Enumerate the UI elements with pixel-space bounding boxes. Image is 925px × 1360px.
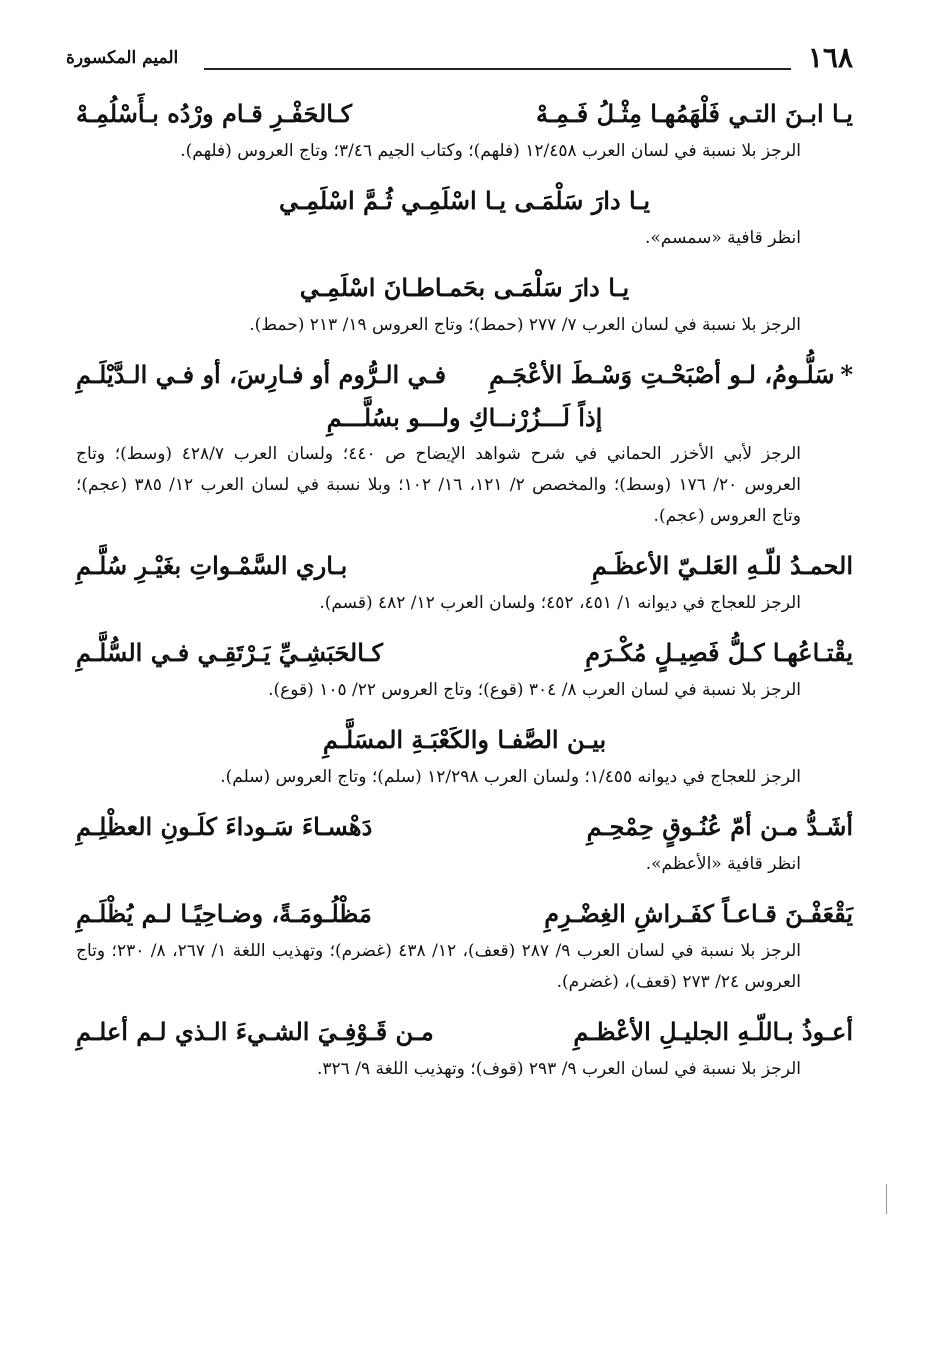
- second-hemistich: دَهْسـاءَ سَـوداءَ كلَـونِ العظْلِـمِ: [76, 812, 373, 841]
- poem-entry: [76, 266, 853, 341]
- poem-entry: [76, 179, 853, 254]
- source-note: الرجز لأبي الأخزر الحماني في شرح شواهد الإيضاح ص ٤٤٠؛ ولسان العرب ٤٢٨/٧ (وسط)؛ وتاج العروس ٢٠/ ١٧٦ (وسط)؛ والمخصص ٢/ ١٢١، ١٦/ ١٠٢؛ وبلا نسبة في لسان العرب ١٢/ ٣٨٥ (عجم)؛ وتاج العروس (عجم).: [76, 444, 801, 526]
- verse-line: [76, 631, 853, 675]
- single-hemistich: يـا دارَ سَلْمَـى يـا اسْلَمِـي ثُـمَّ اسْلَمِـي: [278, 186, 651, 215]
- source-note: الرجز بلا نسبة في لسان العرب ٩/ ٢٨٧ (قعف)، ١٢/ ٤٣٨ (غضرم)؛ وتهذيب اللغة ١/ ٢٦٧، ٨/ ٢٣٠؛ وتاج العروس ٢٤/ ٢٧٣ (قعف)، (غضرم).: [76, 941, 802, 992]
- poem-entry: [76, 805, 853, 880]
- second-hemistich: فـي الـرُّوم أو فـارِسَ، أو فـي الـدَّيْلَـمِ: [76, 360, 447, 389]
- verse-line: [76, 544, 853, 588]
- verse-line: [76, 892, 853, 936]
- verse-line: [76, 179, 853, 223]
- source-note: الرجز بلا نسبة في لسان العرب ١٢/٤٥٨ (فلهم)؛ وكتاب الجيم ٣/٤٦؛ وتاج العروس (فلهم).: [180, 141, 801, 161]
- verse-line: [76, 805, 853, 849]
- entry-marker: *: [840, 360, 853, 389]
- single-hemistich: بيـن الصَّفـا والكَعْبَـةِ المسَلَّـمِ: [322, 725, 607, 754]
- first-hemistich: يقْتـاعُهـا كـلُّ فَصِيـلٍ مُكْـرَمِ: [585, 638, 853, 667]
- source-note: الرجز بلا نسبة في لسان العرب ٨/ ٣٠٤ (قوع)؛ وتاج العروس ٢٢/ ١٠٥ (قوع).: [268, 680, 801, 700]
- source-note: الرجز بلا نسبة في لسان العرب ٧/ ٢٧٧ (حمط)؛ وتاج العروس ١٩/ ٢١٣ (حمط).: [249, 315, 801, 335]
- running-title: الميم المكسورة: [66, 48, 179, 68]
- first-hemistich: [489, 353, 853, 397]
- first-hemistich: أشَـدُّ مـن أمّ عُنُـوقٍ حِمْحِـمِ: [586, 812, 853, 841]
- verse-line: [76, 353, 853, 397]
- poem-entry: [76, 92, 853, 167]
- first-hemistich: الحمـدُ للّـهِ العَلـيّ الأعظَـمِ: [591, 551, 853, 580]
- page-number: ١٦٨: [807, 41, 853, 74]
- margin-tick-mark: [886, 1184, 888, 1214]
- verse-line: [76, 92, 853, 136]
- second-hemistich: مَظْلُـومَـةً، وضـاحِيًـا لـم يُظْلَـمِ: [76, 899, 372, 928]
- poem-entry: [76, 353, 853, 532]
- verse-line: [76, 266, 853, 310]
- second-hemistich: مـن قَـوْفِـيَ الشـيءَ الـذي لـم أعلـمِ: [76, 1017, 434, 1046]
- page-body: [76, 92, 853, 1097]
- poem-entry: [76, 718, 853, 793]
- first-hemistich: يَقْعَفْـنَ قـاعـاً كفَـراشِ الغِضْـرِمِ: [544, 899, 853, 928]
- single-hemistich: يـا دارَ سَلْمَـى بحَمـاطـانَ اسْلَمِـي: [299, 273, 630, 302]
- poem-entry: [76, 631, 853, 706]
- second-hemistich: بـاري السَّمْـواتِ بغَيْـرِ سُلَّـمِ: [76, 551, 348, 580]
- page-header: [66, 40, 853, 76]
- source-note: الرجز للعجاج في ديوانه ١/ ٤٥١، ٤٥٢؛ ولسان العرب ١٢/ ٤٨٢ (قسم).: [319, 593, 801, 613]
- poem-entry: [76, 1010, 853, 1085]
- source-note: الرجز بلا نسبة في لسان العرب ٩/ ٢٩٣ (قوف)؛ وتهذيب اللغة ٩/ ٣٢٦.: [317, 1059, 801, 1079]
- second-hemistich: كـالحَفْـرِ قـام ورْدُه بـأَسْلُمِـهْ: [76, 99, 353, 128]
- first-hemistich: أعـوذُ بـاللّـهِ الجليـلِ الأعْظـمِ: [573, 1017, 853, 1046]
- source-note: انظر قافية «الأعظم».: [645, 854, 801, 874]
- second-hemistich: كـالحَبَشِـيِّ يَـرْتَقِـي فـي السُّلَّـمِ: [76, 638, 383, 667]
- verse-line: [76, 718, 853, 762]
- first-hemistich: يـا ابـنَ التـي فَلْهَمُهـا مِثْـلُ فَـمِـهْ: [535, 99, 853, 128]
- poem-entry: [76, 892, 853, 998]
- verse-line: [76, 1010, 853, 1054]
- source-note: انظر قافية «سمسم».: [644, 228, 801, 248]
- poem-entry: [76, 544, 853, 619]
- source-note: الرجز للعجاج في ديوانه ١/٤٥٥؛ ولسان العرب ١٢/٢٩٨ (سلم)؛ وتاج العروس (سلم).: [220, 767, 801, 787]
- first-hemistich-text: سَلُّـومُ، لـو أصْبَحْـتِ وَسْـطَ الأعْجَـمِ: [489, 360, 835, 389]
- header-rule: [204, 68, 791, 70]
- verse-line-continuation: إذاً لَـــزُرْنــاكِ ولـــو بسُلَّـــمِ: [326, 403, 603, 432]
